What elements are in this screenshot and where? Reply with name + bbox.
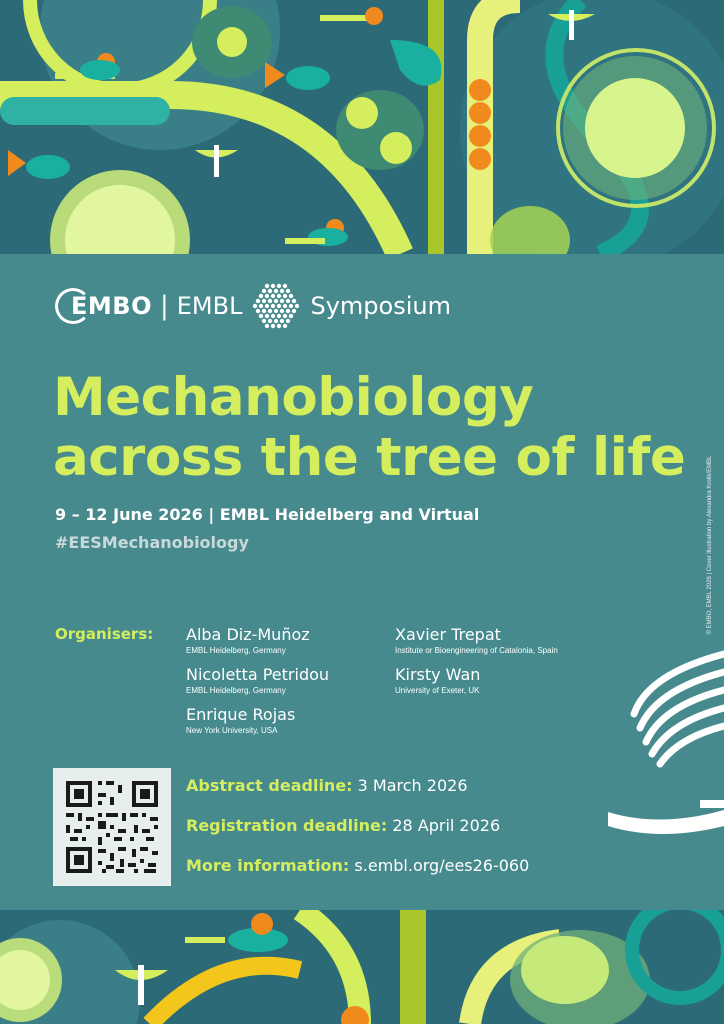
qr-code[interactable] bbox=[53, 768, 171, 886]
organiser-item bbox=[186, 665, 329, 697]
organiser-affiliation: University of Exeter, UK bbox=[395, 686, 480, 695]
embl-logo: EMBL bbox=[176, 292, 243, 320]
title-line-1: Mechanobiology bbox=[53, 367, 534, 428]
registration-deadline-value: 28 April 2026 bbox=[392, 816, 501, 835]
logo-row bbox=[55, 280, 451, 332]
organiser-item bbox=[395, 625, 558, 657]
organiser-name: Alba Diz-Muñoz bbox=[186, 625, 310, 644]
symposium-label: Symposium bbox=[310, 292, 451, 320]
page-title bbox=[53, 368, 685, 488]
more-information-label: More information: bbox=[186, 856, 350, 875]
copyright-credit: © EMBO, EMBL 2026 | Cover illustration by Alexandra Krolik/EMBL bbox=[707, 455, 713, 635]
more-information bbox=[186, 856, 529, 875]
embo-logo: EMBO bbox=[71, 292, 152, 320]
bottom-illustration bbox=[0, 910, 724, 1024]
organiser-name: Enrique Rojas bbox=[186, 705, 296, 724]
hexagon-dots-icon bbox=[252, 280, 300, 332]
registration-deadline-label: Registration deadline: bbox=[186, 816, 388, 835]
organiser-affiliation: EMBL Heidelberg, Germany bbox=[186, 686, 286, 695]
organiser-name: Kirsty Wan bbox=[395, 665, 481, 684]
top-illustration bbox=[0, 0, 724, 254]
organiser-affiliation: EMBL Heidelberg, Germany bbox=[186, 646, 286, 655]
organiser-affiliation: New York University, USA bbox=[186, 726, 278, 735]
title-line-2: across the tree of life bbox=[53, 427, 686, 488]
organisers-label: Organisers: bbox=[55, 625, 154, 643]
organiser-affiliation: Institute or Bioengineering of Catalonia, Spain bbox=[395, 646, 558, 655]
abstract-deadline bbox=[186, 776, 468, 795]
event-dates-location: 9 – 12 June 2026 | EMBL Heidelberg and Virtual bbox=[55, 505, 480, 524]
organiser-name: Xavier Trepat bbox=[395, 625, 501, 644]
organiser-name: Nicoletta Petridou bbox=[186, 665, 330, 684]
more-information-link[interactable]: s.embl.org/ees26-060 bbox=[354, 856, 530, 875]
registration-deadline bbox=[186, 816, 500, 835]
organiser-item bbox=[186, 705, 295, 737]
decorative-arcs bbox=[600, 650, 724, 850]
organiser-item bbox=[186, 625, 310, 657]
logo-separator: | bbox=[159, 291, 169, 321]
abstract-deadline-label: Abstract deadline: bbox=[186, 776, 353, 795]
organiser-item bbox=[395, 665, 480, 697]
abstract-deadline-value: 3 March 2026 bbox=[357, 776, 468, 795]
event-hashtag: #EESMechanobiology bbox=[55, 533, 249, 552]
